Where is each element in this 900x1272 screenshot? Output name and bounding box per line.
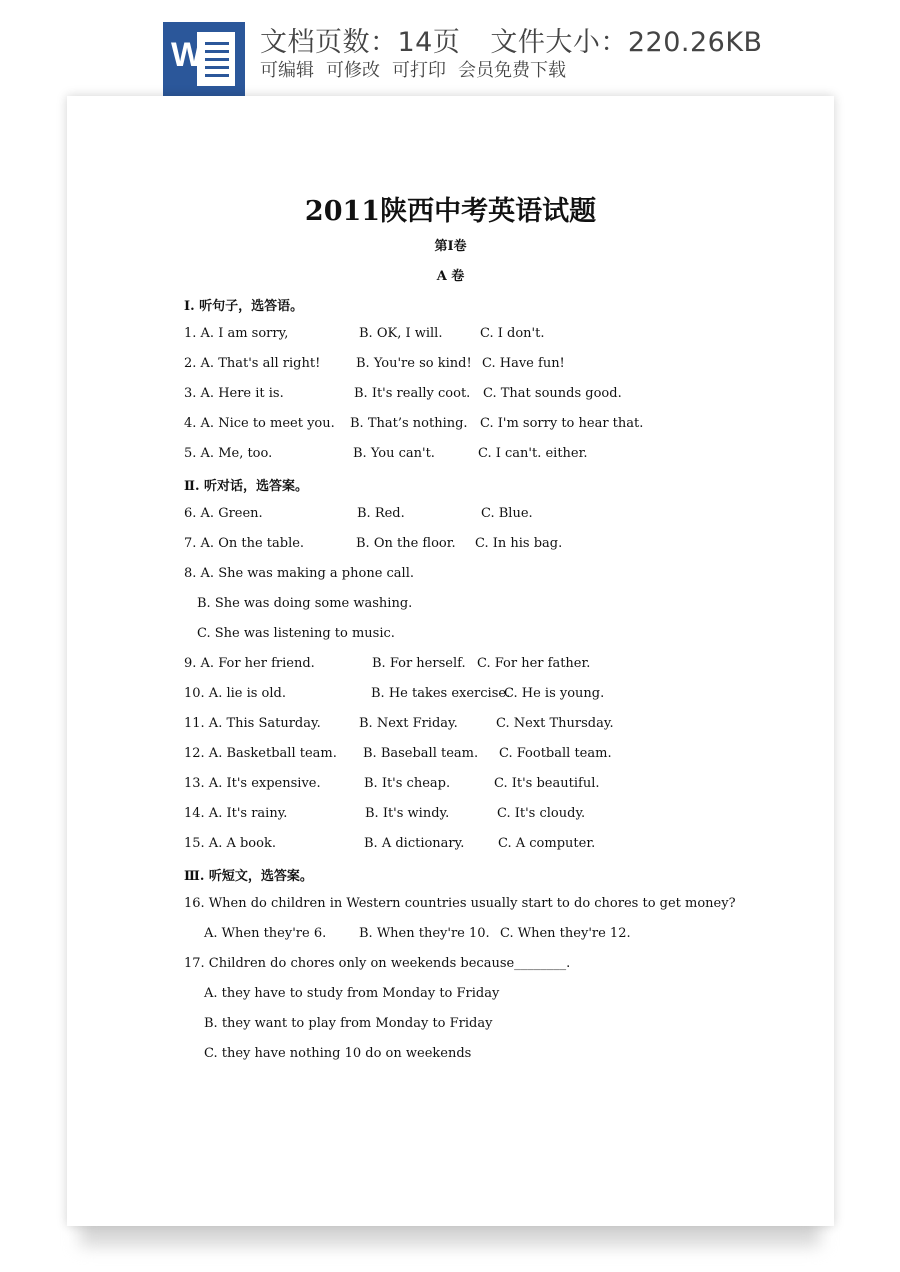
word-document-icon — [163, 22, 245, 96]
volume-heading: 第Ⅰ卷 — [434, 239, 467, 254]
question-row — [67, 446, 834, 464]
option-b: B. You can't. — [353, 446, 435, 461]
option-a: 10. A. lie is old. — [184, 686, 287, 701]
question-row — [67, 836, 834, 854]
option-b: B. That’s nothing. — [350, 416, 468, 431]
question-row — [67, 536, 834, 554]
question-row — [67, 746, 834, 764]
option-b: B. It's windy. — [365, 806, 450, 821]
option-a: 5. A. Me, too. — [184, 446, 273, 461]
question-row — [67, 326, 834, 344]
question-row — [67, 656, 834, 674]
feature-list — [260, 56, 566, 82]
option-b: B. For herself. — [372, 656, 466, 671]
option-c: C. I'm sorry to hear that. — [480, 416, 644, 431]
option-a: 2. A. That's all right! — [184, 356, 321, 371]
option-a: 1. A. I am sorry, — [184, 326, 289, 341]
question-row — [67, 1016, 834, 1034]
option-b: B. When they're 10. — [359, 926, 490, 941]
option-b: B. A dictionary. — [364, 836, 465, 851]
option-b: B. Red. — [357, 506, 405, 521]
option-c: C. It's beautiful. — [494, 776, 600, 791]
option-c: C. Next Thursday. — [496, 716, 614, 731]
option-b: B. they want to play from Monday to Friday — [204, 1016, 493, 1031]
option-a: 7. A. On the table. — [184, 536, 305, 551]
option-a: 12. A. Basketball team. — [184, 746, 337, 761]
option-c: C. When they're 12. — [500, 926, 631, 941]
feature-modifiable: 可修改 — [326, 60, 380, 81]
option-b: B. It's really coot. — [354, 386, 471, 401]
question-row — [67, 566, 834, 584]
option-b: B. She was doing some washing. — [197, 596, 413, 611]
option-c: C. In his bag. — [475, 536, 563, 551]
option-b: B. Next Friday. — [359, 716, 458, 731]
part-heading: A 卷 — [436, 269, 465, 284]
document-title: 2011陕西中考英语试题 — [304, 196, 597, 227]
feature-editable: 可编辑 — [260, 60, 314, 81]
file-size: 文件大小：220.26KB — [490, 27, 763, 58]
question-row — [67, 596, 834, 614]
option-b: B. On the floor. — [356, 536, 456, 551]
option-c: C. they have nothing 10 do on weekends — [204, 1046, 472, 1061]
option-a: 6. A. Green. — [184, 506, 263, 521]
option-c: C. She was listening to music. — [197, 626, 395, 641]
option-c: C. For her father. — [477, 656, 591, 671]
option-b: B. OK, I will. — [359, 326, 443, 341]
option-a: 13. A. It's expensive. — [184, 776, 321, 791]
question-row — [67, 776, 834, 794]
feature-printable: 可打印 — [392, 60, 446, 81]
option-a: 15. A. A book. — [184, 836, 276, 851]
question-row — [67, 716, 834, 734]
option-a: A. they have to study from Monday to Friday — [204, 986, 500, 1001]
file-meta — [260, 20, 763, 59]
document-page — [67, 96, 834, 1226]
question-row — [67, 986, 834, 1004]
option-c: C. Blue. — [481, 506, 533, 521]
option-b: B. He takes exercise. — [371, 686, 511, 701]
question-row — [67, 1046, 834, 1064]
option-a: 3. A. Here it is. — [184, 386, 284, 401]
logo-letter: W — [171, 36, 204, 74]
option-c: C. A computer. — [498, 836, 596, 851]
question-row — [67, 956, 834, 974]
question-row — [67, 386, 834, 404]
option-c: C. I can't. either. — [478, 446, 588, 461]
section-heading-2: Ⅱ. 听对话，选答案。 — [184, 479, 309, 494]
option-a: A. When they're 6. — [204, 926, 327, 941]
option-a: 4. A. Nice to meet you. — [184, 416, 335, 431]
question-row — [67, 926, 834, 944]
option-a: 14. A. It's rainy. — [184, 806, 288, 821]
option-b: B. It's cheap. — [364, 776, 451, 791]
question-row — [67, 506, 834, 524]
question-row — [67, 686, 834, 704]
option-a: 9. A. For her friend. — [184, 656, 315, 671]
option-a: 8. A. She was making a phone call. — [184, 566, 414, 581]
question-row — [67, 356, 834, 374]
question-row — [67, 416, 834, 434]
question-row — [67, 896, 834, 914]
question-row — [67, 806, 834, 824]
option-b: B. You're so kind! — [356, 356, 472, 371]
section-heading-1: Ⅰ. 听句子，选答语。 — [184, 299, 304, 314]
header-bar — [0, 0, 900, 100]
section-heading-3: Ⅲ. 听短文，选答案。 — [184, 869, 313, 884]
option-c: C. Have fun! — [482, 356, 565, 371]
option-c: C. He is young. — [504, 686, 605, 701]
option-c: C. I don't. — [480, 326, 545, 341]
option-c: C. That sounds good. — [483, 386, 622, 401]
option-b: B. Baseball team. — [363, 746, 479, 761]
feature-member-download: 会员免费下载 — [458, 60, 566, 81]
question-stem: 16. When do children in Western countries usually start to do chores to get money? — [184, 896, 736, 911]
option-c: C. It's cloudy. — [497, 806, 586, 821]
option-c: C. Football team. — [499, 746, 612, 761]
option-a: 11. A. This Saturday. — [184, 716, 321, 731]
question-stem: 17. Children do chores only on weekends because________. — [184, 956, 571, 971]
page-count: 文档页数：14页 — [260, 27, 461, 58]
question-row — [67, 626, 834, 644]
